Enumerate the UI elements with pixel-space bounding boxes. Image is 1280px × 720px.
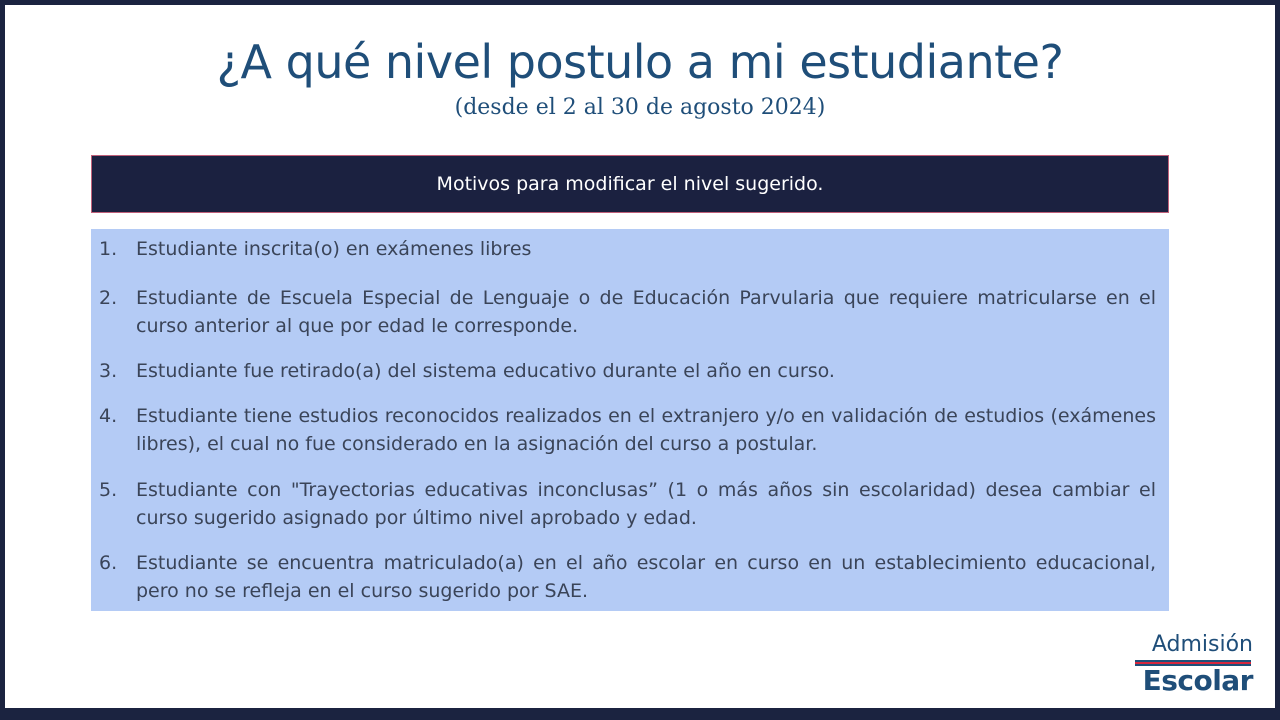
reason-number: 4. (99, 405, 118, 427)
reasons-header-label: Motivos para modificar el nivel sugerido. (436, 173, 824, 195)
reasons-header (91, 155, 1169, 213)
reason-text: Estudiante fue retirado(a) del sistema educativo durante el año en curso. (136, 360, 835, 382)
logo-line-2: Escolar (1142, 664, 1253, 697)
slide (5, 5, 1275, 708)
reason-number: 6. (99, 552, 118, 574)
reason-text: Estudiante con "Trayectorias educativas inconclusas” (1 o más años sin escolaridad) desea cambiar el curso sugerido asignado por último nivel aprobado y edad. (136, 479, 1156, 529)
reason-text: Estudiante se encuentra matriculado(a) en el año escolar en curso en un establecimiento educacional, pero no se refleja en el curso sugerido por SAE. (136, 552, 1156, 602)
reason-text: Estudiante tiene estudios reconocidos realizados en el extranjero y/o en validación de estudios (exámenes libres), el cual no fue considerado en la asignación del curso a postular. (136, 405, 1156, 455)
reason-number: 1. (99, 238, 118, 260)
logo-line-1: Admisión (1151, 632, 1253, 657)
reason-text: Estudiante inscrita(o) en exámenes libres (136, 238, 532, 260)
reasons-list (91, 229, 1169, 611)
admision-escolar-logo (1133, 632, 1253, 698)
reason-text: Estudiante de Escuela Especial de Lenguaje o de Educación Parvularia que requiere matricularse en el curso anterior al que por edad le corresponde. (136, 287, 1156, 337)
reason-number: 3. (99, 360, 118, 382)
slide-title: ¿A qué nivel postulo a mi estudiante? (216, 35, 1064, 89)
reason-number: 5. (99, 479, 118, 501)
slide-subtitle: (desde el 2 al 30 de agosto 2024) (454, 95, 826, 120)
reason-number: 2. (99, 287, 118, 309)
